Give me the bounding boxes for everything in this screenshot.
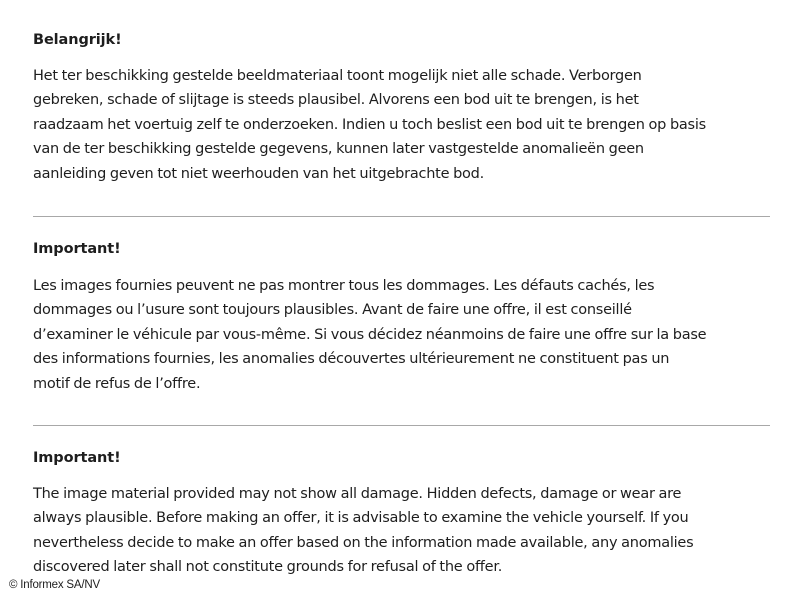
notice-heading: Belangrijk! — [33, 32, 122, 48]
notice-line: d’examiner le véhicule par vous-même. Si vous décidez néanmoins de faire une offre sur la base — [33, 326, 707, 343]
notice-heading: Important! — [33, 450, 121, 466]
notice-line: van de ter beschikking gestelde gegevens, kunnen later vastgestelde anomalieën geen — [33, 141, 644, 158]
notice-line: Het ter beschikking gestelde beeldmateriaal toont mogelijk niet alle schade. Verborgen — [33, 68, 642, 84]
notice-line: Les images fournies peuvent ne pas montrer tous les dommages. Les défauts cachés, les — [33, 278, 655, 294]
notice-dutch-body — [33, 64, 778, 186]
notice-line: des informations fournies, les anomalies découvertes ultérieurement ne constituent pas un — [33, 351, 670, 368]
notice-line: raadzaam het voertuig zelf te onderzoeken. Indien u toch beslist een bod uit te brengen op basis — [33, 116, 706, 133]
notice-line: aanleiding geven tot niet weerhouden van het uitgebrachte bod. — [33, 165, 484, 182]
notice-line: always plausible. Before making an offer, it is advisable to examine the vehicle yourself. If you — [33, 510, 689, 527]
notice-english-heading — [33, 448, 778, 468]
notice-line: gebreken, schade of slijtage is steeds plausibel. Alvorens een bod uit te brengen, is het — [33, 92, 639, 109]
notice-line: The image material provided may not show all damage. Hidden defects, damage or wear are — [33, 486, 682, 502]
notice-line: dommages ou l’usure sont toujours plausibles. Avant de faire une offre, il est conseillé — [33, 302, 632, 319]
notice-english-body — [33, 482, 778, 580]
notice-dutch-heading — [33, 30, 778, 50]
copyright-notice: © Informex SA/NV — [9, 579, 100, 591]
notice-french-heading — [33, 239, 778, 259]
notice-line: discovered later shall not constitute grounds for refusal of the offer. — [33, 559, 503, 576]
notice-line: nevertheless decide to make an offer based on the information made available, any anomalies — [33, 534, 694, 551]
section-divider — [33, 425, 770, 426]
notice-heading: Important! — [33, 241, 121, 257]
notice-french-body — [33, 274, 778, 396]
notice-line: motif de refus de l’offre. — [33, 375, 201, 392]
section-divider — [33, 216, 770, 217]
